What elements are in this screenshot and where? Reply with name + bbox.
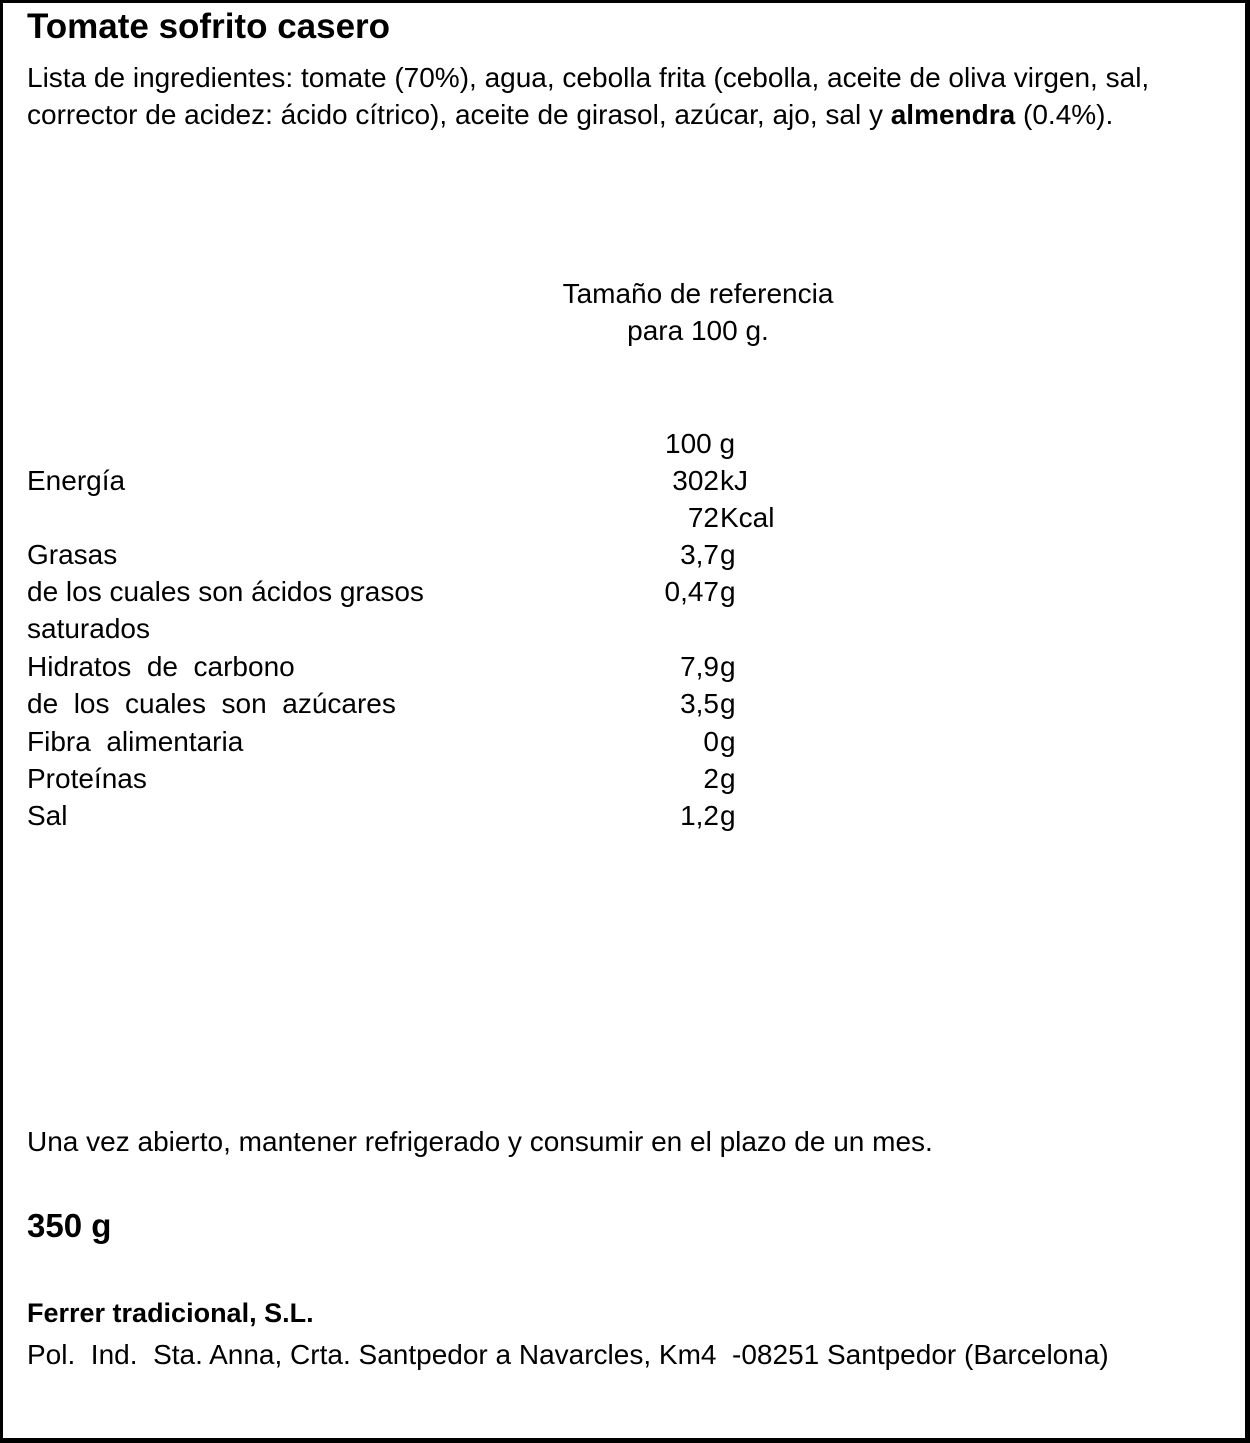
nutrition-column-header <box>27 425 1027 462</box>
column-header-label: 100 g <box>665 428 736 459</box>
nutrient-value: 72 <box>687 502 719 533</box>
nutrient-label: Sal <box>27 800 68 831</box>
nutrition-row <box>27 536 1027 573</box>
net-weight: 350 g <box>27 1207 112 1244</box>
nutrition-row <box>27 499 1027 536</box>
nutrient-unit: Kcal <box>720 502 775 533</box>
nutrient-value: 3,5 <box>680 688 719 719</box>
nutrient-value: 7,9 <box>680 651 719 682</box>
nutrition-row <box>27 685 1027 722</box>
storage-note: Una vez abierto, mantener refrigerado y consumir en el plazo de un mes. <box>27 1126 933 1157</box>
nutrient-value: 2 <box>703 763 719 794</box>
nutrient-value: 3,7 <box>680 539 719 570</box>
nutrient-unit: kJ <box>720 465 748 496</box>
nutrient-unit: g <box>720 763 736 794</box>
nutrient-label: de los cuales son ácidos grasos <box>27 576 424 607</box>
nutrient-value: 1,2 <box>680 800 719 831</box>
nutrient-unit: g <box>720 726 736 757</box>
nutrient-value: 302 <box>672 465 719 496</box>
nutrient-value: 0,47 <box>664 576 719 607</box>
ingredients-suffix: (0.4%). <box>1015 99 1114 130</box>
allergen-highlight: almendra <box>890 99 1016 130</box>
nutrient-label: de los cuales son azúcares <box>27 688 396 719</box>
nutrition-row <box>27 610 1027 647</box>
nutrient-label: Hidratos de carbono <box>27 651 295 682</box>
nutrient-unit: g <box>720 800 736 831</box>
nutrient-unit: g <box>720 539 736 570</box>
nutrition-row <box>27 648 1027 685</box>
nutrient-label: saturados <box>27 613 150 644</box>
manufacturer-name: Ferrer tradicional, S.L. <box>27 1298 314 1328</box>
nutrition-reference <box>453 275 943 349</box>
ingredients-text: Lista de ingredientes: tomate (70%), agua, cebolla frita (cebolla, aceite de oliva virgen, sal, corrector de acidez: ácido cítrico), aceite de girasol, azúcar, ajo, sal y <box>27 62 1150 130</box>
nutrition-row <box>27 723 1027 760</box>
nutrition-row <box>27 797 1027 834</box>
nutrition-row <box>27 573 1027 610</box>
manufacturer-address: Pol. Ind. Sta. Anna, Crta. Santpedor a Navarcles, Km4 -08251 Santpedor (Barcelona) <box>27 1339 1109 1370</box>
nutrient-label: Fibra alimentaria <box>27 726 244 757</box>
nutrition-row <box>27 760 1027 797</box>
nutrient-label: Grasas <box>27 539 118 570</box>
product-title: Tomate sofrito casero <box>27 7 391 46</box>
reference-line-2: para 100 g. <box>627 315 769 346</box>
nutrient-label: Proteínas <box>27 763 147 794</box>
ingredients-list <box>27 59 1217 133</box>
nutrient-label: Energía <box>27 465 126 496</box>
nutrition-row <box>27 462 1027 499</box>
nutrient-unit: g <box>720 651 736 682</box>
reference-line-1: Tamaño de referencia <box>562 278 834 309</box>
nutrient-unit: g <box>720 576 736 607</box>
nutrient-value: 0 <box>703 726 719 757</box>
nutrient-unit: g <box>720 688 736 719</box>
